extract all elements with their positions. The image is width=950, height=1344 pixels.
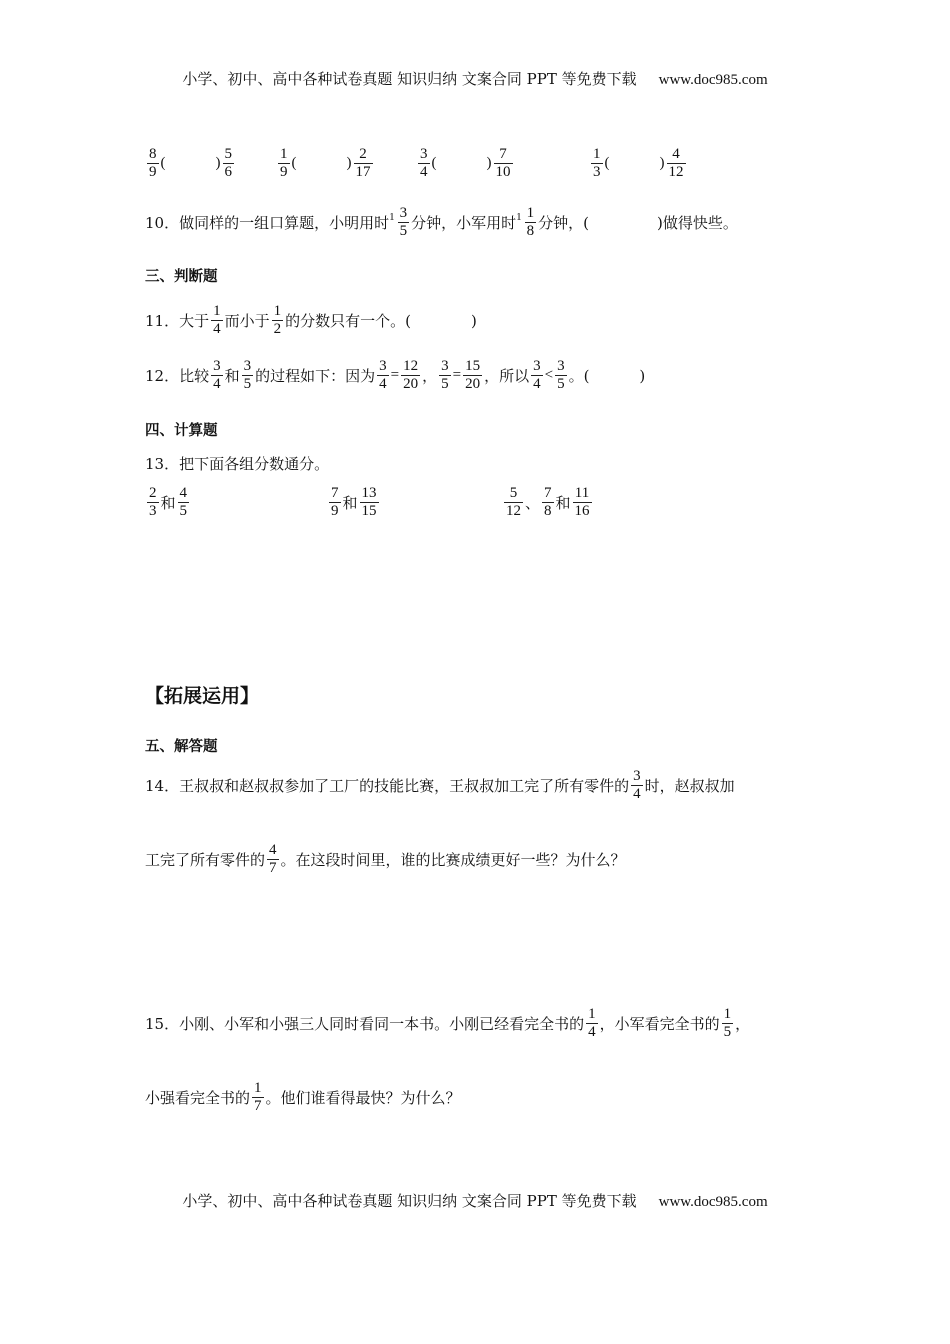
question-15-line-2: 小强看完全书的 $\frac{1}{7}$ 。他们谁看得最快？为什么？ [145,1080,461,1114]
compare-item-3: $\frac{3}{4}$ ( ) $\frac{7}{10}$ [420,146,511,180]
fraction: $\frac{3}{5}$ [441,358,449,392]
fraction: $\frac{1}{5}$ [723,1006,732,1040]
section-heading-answers: 五、解答题 [145,739,218,755]
fraction: $\frac{11}{16}$ [574,485,590,519]
page-header [0,68,950,89]
fraction: $\frac{1}{7}$ [254,1080,262,1114]
mixed-number: 1 $\frac{1}{8}$ [516,205,535,239]
fraction: $\frac{4}{5}$ [179,485,188,519]
question-14-line-2: 工完了所有零件的 $\frac{4}{7}$ 。在这段时间里，谁的比赛成绩更好一些？为什么？ [145,842,626,876]
fraction: $\frac{3}{4}$ [213,358,221,392]
fraction: $\frac{5}{12}$ [506,485,521,519]
section-heading-calculation: 四、计算题 [145,423,218,439]
footer-url[interactable]: www.doc985.com [658,1194,768,1210]
fraction: $\frac{3}{5}$ [557,358,565,392]
fraction: $\frac{3}{5}$ [243,358,252,392]
header-text: 小学、初中、高中各种试卷真题 知识归纳 文案合同 PPT 等免费下载 [182,70,637,88]
question-14-line-1: 14．王叔叔和赵叔叔参加了工厂的技能比赛，王叔叔加工完了所有零件的 $\frac{3}{4}$ 时，赵叔叔加 [145,768,735,802]
fraction: $\frac{12}{20}$ [403,358,419,392]
fraction: $\frac{1}{9}$ [280,146,288,180]
fraction: $\frac{7}{10}$ [495,146,511,180]
fraction: $\frac{4}{7}$ [269,842,277,876]
fraction: $\frac{2}{3}$ [149,485,157,519]
question-13: 13．把下面各组分数通分。 [145,455,330,473]
fraction: $\frac{3}{4}$ [633,768,641,802]
fraction: $\frac{3}{4}$ [420,146,428,180]
compare-item-1: $\frac{8}{9}$ ( ) $\frac{5}{6}$ [149,146,232,180]
fraction-group-2: $\frac{7}{9}$ 和 $\frac{13}{15}$ [331,485,377,519]
fraction: $\frac{1}{4}$ [588,1006,596,1040]
extend-heading: 【拓展运用】 [145,685,260,707]
fraction: $\frac{4}{12}$ [668,146,684,180]
section-heading-judgement: 三、判断题 [145,269,218,285]
fraction-group-1: $\frac{2}{3}$ 和 $\frac{4}{5}$ [149,485,188,519]
mixed-number: 1 $\frac{3}{5}$ [389,205,408,239]
compare-item-4: $\frac{1}{3}$ ( ) $\frac{4}{12}$ [593,146,684,180]
question-12: 12．比较 $\frac{3}{4}$ 和 $\frac{3}{5}$ 的过程如下：因为 $\frac{3}{4}$ = $\frac{12}{20}$ ， $\frac{3}{5}$ = $\frac{15}{20}$ ，所以 $\frac{3}{4}$ < $\frac{3}{5}$ 。( ) [145,358,646,392]
question-11: 11．大于 $\frac{1}{4}$ 而小于 $\frac{1}{2}$ 的分数只有一个。( ) [145,303,477,337]
compare-item-2: $\frac{1}{9}$ ( ) $\frac{2}{17}$ [280,146,371,180]
fraction-group-3: $\frac{5}{12}$ 、 $\frac{7}{8}$ 和 $\frac{11}{16}$ [506,485,590,519]
fraction: $\frac{3}{4}$ [379,358,387,392]
footer-text: 小学、初中、高中各种试卷真题 知识归纳 文案合同 PPT 等免费下载 [182,1192,637,1210]
fraction: $\frac{1}{3}$ [593,146,601,180]
fraction: $\frac{2}{17}$ [355,146,371,180]
fraction: $\frac{3}{4}$ [533,358,541,392]
fraction: $\frac{13}{15}$ [361,485,377,519]
question-15-line-1: 15．小刚、小军和小强三人同时看同一本书。小刚已经看完全书的 $\frac{1}{4}$ ，小军看完全书的 $\frac{1}{5}$ ， [145,1006,751,1040]
fraction: $\frac{1}{2}$ [273,303,282,337]
question-10: 10．做同样的一组口算题，小明用时 1 $\frac{3}{5}$ 分钟，小军用时 1 $\frac{1}{8}$ 分钟，( ) 做得快些。 [145,205,738,239]
fraction: $\frac{8}{9}$ [149,146,157,180]
header-url[interactable]: www.doc985.com [658,72,768,88]
fraction: $\frac{1}{4}$ [213,303,221,337]
fraction: $\frac{5}{6}$ [224,146,232,180]
page-footer [0,1190,950,1211]
fraction: $\frac{7}{8}$ [544,485,552,519]
fraction: $\frac{15}{20}$ [465,358,481,392]
fraction: $\frac{7}{9}$ [331,485,339,519]
